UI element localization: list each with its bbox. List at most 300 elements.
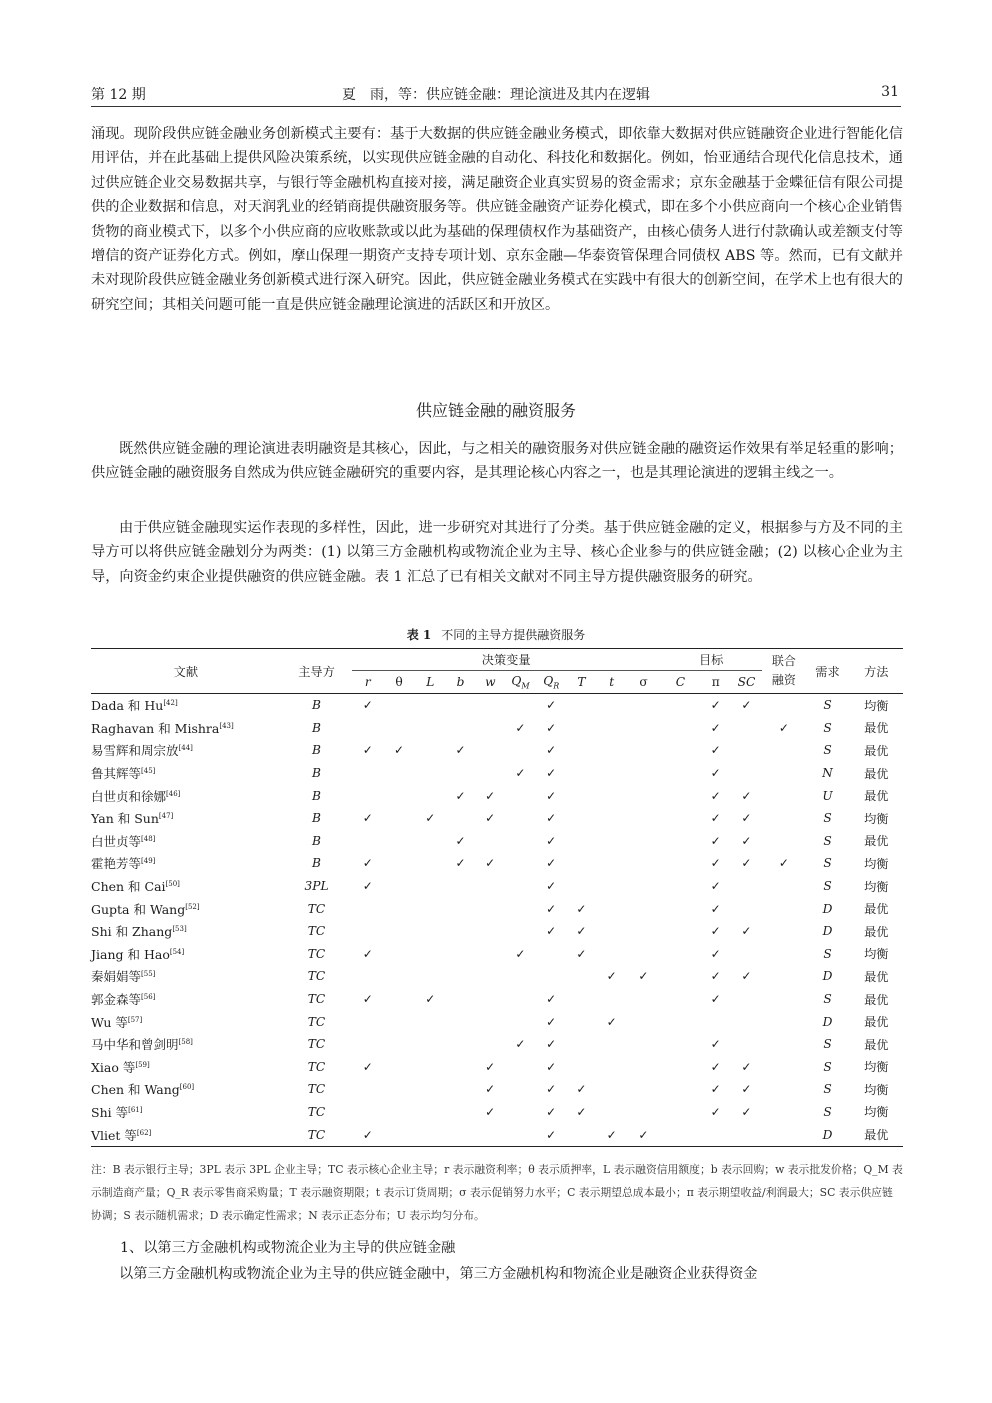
ref-name: Jiang 和 Hao bbox=[91, 946, 170, 962]
empty-cell bbox=[731, 1033, 763, 1056]
empty-cell bbox=[383, 762, 415, 785]
check-mark: ✓ bbox=[546, 1082, 557, 1097]
demand-cell: S bbox=[823, 811, 832, 826]
ref-cell bbox=[91, 807, 281, 830]
empty-cell bbox=[415, 784, 446, 807]
empty-cell bbox=[383, 1123, 415, 1146]
empty-cell bbox=[731, 943, 763, 966]
empty-cell bbox=[762, 1033, 805, 1056]
empty-cell bbox=[415, 852, 446, 875]
empty-cell bbox=[475, 1123, 505, 1146]
ref-cell bbox=[91, 965, 281, 988]
empty-cell bbox=[383, 1056, 415, 1079]
empty-cell bbox=[567, 852, 597, 875]
empty-cell bbox=[352, 1033, 383, 1056]
check-mark: ✓ bbox=[515, 946, 526, 961]
literature-table bbox=[91, 648, 903, 1147]
empty-cell bbox=[660, 897, 701, 920]
empty-cell bbox=[627, 852, 660, 875]
table-row bbox=[91, 1123, 903, 1146]
lead-cell: TC bbox=[307, 1014, 326, 1029]
check-mark: ✓ bbox=[576, 901, 587, 916]
empty-cell bbox=[660, 1033, 701, 1056]
ref-cell bbox=[91, 1010, 281, 1033]
empty-cell bbox=[660, 988, 701, 1011]
check-mark: ✓ bbox=[362, 856, 373, 871]
empty-cell bbox=[475, 988, 505, 1011]
demand-cell: D bbox=[805, 1123, 849, 1146]
check-mark: ✓ bbox=[485, 788, 496, 803]
citation: [46] bbox=[166, 789, 181, 798]
check-mark: ✓ bbox=[455, 833, 466, 848]
empty-cell bbox=[596, 852, 627, 875]
empty-cell bbox=[505, 1056, 536, 1079]
empty-cell bbox=[505, 694, 536, 717]
method-cell: 最优 bbox=[864, 924, 889, 939]
lead-cell: TC bbox=[307, 992, 326, 1007]
table-number: 表 1 bbox=[406, 628, 432, 642]
empty-cell bbox=[383, 717, 415, 740]
lead-cell: B bbox=[312, 720, 322, 735]
empty-cell bbox=[731, 1010, 763, 1033]
lead-cell: TC bbox=[307, 901, 326, 916]
method-cell: 最优 bbox=[850, 1123, 903, 1146]
check-mark: ✓ bbox=[710, 1037, 721, 1052]
ref-name: Shi 等 bbox=[91, 1104, 129, 1120]
empty-cell bbox=[505, 807, 536, 830]
empty-cell bbox=[415, 1123, 446, 1146]
empty-cell bbox=[415, 739, 446, 762]
citation: [42] bbox=[163, 699, 178, 708]
check-mark: ✓ bbox=[741, 1104, 752, 1119]
method-cell: 均衡 bbox=[864, 856, 889, 871]
ref-name: 郭金森等 bbox=[91, 992, 142, 1008]
table-row bbox=[91, 897, 903, 920]
method-cell: 均衡 bbox=[864, 1082, 889, 1097]
empty-cell bbox=[660, 852, 701, 875]
empty-cell bbox=[596, 739, 627, 762]
check-mark: ✓ bbox=[546, 1104, 557, 1119]
ref-cell bbox=[91, 1101, 281, 1124]
ref-cell bbox=[91, 988, 281, 1011]
empty-cell bbox=[415, 875, 446, 898]
citation: [47] bbox=[158, 812, 174, 821]
issue-number: 第 12 期 bbox=[91, 87, 146, 103]
check-mark: ✓ bbox=[546, 879, 557, 894]
ref-name: Dada 和 Hu bbox=[91, 698, 164, 714]
citation: [61] bbox=[128, 1105, 143, 1114]
check-mark: ✓ bbox=[352, 1123, 383, 1146]
check-mark: ✓ bbox=[710, 946, 721, 961]
check-mark: ✓ bbox=[710, 1104, 721, 1119]
check-mark: ✓ bbox=[741, 698, 752, 713]
demand-cell: D bbox=[822, 969, 833, 984]
empty-cell bbox=[627, 897, 660, 920]
table-row bbox=[91, 1033, 903, 1056]
running-title: 夏 雨，等：供应链金融：理论演进及其内在逻辑 bbox=[342, 87, 650, 103]
empty-cell bbox=[660, 739, 701, 762]
check-mark: ✓ bbox=[627, 1123, 660, 1146]
empty-cell bbox=[505, 988, 536, 1011]
empty-cell bbox=[596, 875, 627, 898]
check-mark: ✓ bbox=[710, 766, 721, 781]
empty-cell bbox=[446, 988, 476, 1011]
ref-cell bbox=[91, 920, 281, 943]
method-cell: 最优 bbox=[864, 1015, 889, 1030]
ref-cell bbox=[91, 830, 281, 853]
check-mark: ✓ bbox=[546, 1059, 557, 1074]
check-mark: ✓ bbox=[455, 856, 466, 871]
empty-cell bbox=[567, 1033, 597, 1056]
ref-cell bbox=[91, 897, 281, 920]
empty-cell bbox=[596, 717, 627, 740]
empty-cell bbox=[627, 762, 660, 785]
empty-cell bbox=[383, 1101, 415, 1124]
empty-cell bbox=[627, 830, 660, 853]
check-mark: ✓ bbox=[515, 766, 526, 781]
lead-cell: TC bbox=[307, 1059, 326, 1074]
empty-cell bbox=[446, 717, 476, 740]
empty-cell bbox=[627, 1033, 660, 1056]
empty-cell bbox=[383, 897, 415, 920]
ref-name: 霍艳芳等 bbox=[91, 856, 142, 872]
running-header bbox=[91, 84, 901, 107]
table-title: 不同的主导方提供融资服务 bbox=[441, 628, 586, 642]
header-var: r bbox=[352, 671, 383, 694]
empty-cell bbox=[762, 965, 805, 988]
check-mark: ✓ bbox=[485, 1082, 496, 1097]
empty-cell bbox=[505, 1078, 536, 1101]
check-mark: ✓ bbox=[741, 1059, 752, 1074]
empty-cell bbox=[505, 875, 536, 898]
check-mark: ✓ bbox=[710, 879, 721, 894]
body-paragraph: 以第三方金融机构或物流企业为主导的供应链金融中，第三方金融机构和物流企业是融资企业获得资金 bbox=[119, 1266, 758, 1282]
check-mark: ✓ bbox=[710, 698, 721, 713]
empty-cell bbox=[762, 1123, 805, 1146]
check-mark: ✓ bbox=[741, 924, 752, 939]
header-var: L bbox=[415, 671, 446, 694]
empty-cell bbox=[627, 717, 660, 740]
check-mark: ✓ bbox=[606, 969, 617, 984]
empty-cell bbox=[731, 739, 763, 762]
empty-cell bbox=[762, 784, 805, 807]
empty-cell bbox=[596, 830, 627, 853]
check-mark: ✓ bbox=[546, 924, 557, 939]
empty-cell bbox=[762, 1101, 805, 1124]
check-mark: ✓ bbox=[515, 720, 526, 735]
header-method: 方法 bbox=[850, 649, 903, 694]
empty-cell bbox=[475, 875, 505, 898]
empty-cell bbox=[567, 694, 597, 717]
empty-cell bbox=[475, 920, 505, 943]
empty-cell bbox=[660, 784, 701, 807]
empty-cell bbox=[352, 897, 383, 920]
method-cell: 均衡 bbox=[864, 947, 889, 962]
check-mark: ✓ bbox=[741, 811, 752, 826]
method-cell: 最优 bbox=[864, 969, 889, 984]
empty-cell bbox=[660, 1010, 701, 1033]
empty-cell bbox=[627, 739, 660, 762]
header-var: b bbox=[446, 671, 476, 694]
check-mark: ✓ bbox=[710, 856, 721, 871]
empty-cell bbox=[762, 920, 805, 943]
empty-cell bbox=[352, 1010, 383, 1033]
ref-cell bbox=[91, 1078, 281, 1101]
check-mark: ✓ bbox=[362, 811, 373, 826]
header-var: θ bbox=[383, 671, 415, 694]
method-cell: 最优 bbox=[864, 721, 889, 736]
empty-cell bbox=[762, 875, 805, 898]
citation: [50] bbox=[165, 879, 180, 888]
ref-name: 白世贞等 bbox=[91, 833, 142, 849]
lead-cell: B bbox=[312, 766, 322, 781]
header-demand: 需求 bbox=[805, 649, 849, 694]
empty-cell bbox=[415, 717, 446, 740]
empty-cell bbox=[446, 1078, 476, 1101]
demand-cell: N bbox=[822, 766, 833, 781]
ref-name: Shi 和 Zhang bbox=[91, 924, 173, 940]
empty-cell bbox=[627, 1056, 660, 1079]
check-mark: ✓ bbox=[710, 992, 721, 1007]
empty-cell bbox=[505, 1101, 536, 1124]
lead-cell: B bbox=[312, 788, 322, 803]
empty-cell bbox=[383, 784, 415, 807]
ref-cell bbox=[91, 852, 281, 875]
ref-name: Yan 和 Sun bbox=[91, 811, 159, 827]
table-row bbox=[91, 988, 903, 1011]
check-mark: ✓ bbox=[741, 1082, 752, 1097]
check-mark: ✓ bbox=[546, 720, 557, 735]
empty-cell bbox=[627, 988, 660, 1011]
header-var: T bbox=[567, 671, 597, 694]
empty-cell bbox=[446, 897, 476, 920]
ref-cell bbox=[91, 762, 281, 785]
check-mark: ✓ bbox=[485, 1104, 496, 1119]
empty-cell bbox=[627, 943, 660, 966]
table-row bbox=[91, 807, 903, 830]
check-mark: ✓ bbox=[362, 992, 373, 1007]
table-row bbox=[91, 1010, 903, 1033]
empty-cell bbox=[415, 965, 446, 988]
header-var: w bbox=[475, 671, 505, 694]
empty-cell bbox=[596, 1078, 627, 1101]
check-mark: ✓ bbox=[546, 788, 557, 803]
ref-name: 秦娟娟等 bbox=[91, 969, 142, 985]
citation: [53] bbox=[172, 925, 187, 934]
empty-cell bbox=[383, 1010, 415, 1033]
ref-name: Raghavan 和 Mishra bbox=[91, 720, 220, 736]
empty-cell bbox=[567, 807, 597, 830]
empty-cell bbox=[596, 784, 627, 807]
check-mark: ✓ bbox=[741, 788, 752, 803]
empty-cell bbox=[762, 739, 805, 762]
header-decision: 决策变量 bbox=[352, 649, 659, 671]
page-number: 31 bbox=[881, 84, 899, 100]
check-mark: ✓ bbox=[710, 788, 721, 803]
empty-cell bbox=[352, 762, 383, 785]
check-mark: ✓ bbox=[741, 856, 752, 871]
subsection-heading: 1、以第三方金融机构或物流企业为主导的供应链金融 bbox=[120, 1240, 456, 1256]
empty-cell bbox=[475, 897, 505, 920]
empty-cell bbox=[731, 988, 763, 1011]
empty-cell bbox=[567, 762, 597, 785]
check-mark: ✓ bbox=[546, 743, 557, 758]
demand-cell: D bbox=[822, 924, 833, 939]
demand-cell: S bbox=[823, 720, 832, 735]
empty-cell bbox=[446, 1056, 476, 1079]
empty-cell bbox=[762, 807, 805, 830]
empty-cell bbox=[505, 965, 536, 988]
check-mark: ✓ bbox=[485, 1059, 496, 1074]
ref-cell bbox=[91, 784, 281, 807]
demand-cell: S bbox=[823, 833, 832, 848]
check-mark: ✓ bbox=[710, 924, 721, 939]
empty-cell bbox=[415, 1078, 446, 1101]
demand-cell: S bbox=[823, 992, 832, 1007]
empty-cell bbox=[731, 875, 763, 898]
empty-cell bbox=[415, 762, 446, 785]
empty-cell bbox=[383, 920, 415, 943]
table-note: 注：B 表示银行主导；3PL 表示 3PL 企业主导；TC 表示核心企业主导；r 表示融资利率；θ 表示质押率，L 表示融资信用额度；b 表示回购；w 表示批发价格；Q_M 表示制造商产量；Q_R 表示零售商采购量；T 表示融资期限；t 表示订货周期；σ 表示促销努力水平；C 表示期望总成本最小；π 表示期望收益/利润最大；SC 表示供应链协调；S 表示随机需求；D 表示确定性需求；N 表示正态分布；U 表示均匀分布。 bbox=[91, 1163, 903, 1222]
demand-cell: S bbox=[823, 856, 832, 871]
ref-name: Gupta 和 Wang bbox=[91, 901, 186, 917]
lead-cell: TC bbox=[307, 946, 326, 961]
lead-cell: TC bbox=[307, 924, 326, 939]
empty-cell bbox=[596, 762, 627, 785]
empty-cell bbox=[660, 943, 701, 966]
ref-cell bbox=[91, 717, 281, 740]
empty-cell bbox=[352, 784, 383, 807]
check-mark: ✓ bbox=[741, 833, 752, 848]
empty-cell bbox=[627, 807, 660, 830]
table-row bbox=[91, 784, 903, 807]
empty-cell bbox=[415, 694, 446, 717]
ref-name: 鲁其辉等 bbox=[91, 766, 142, 782]
empty-cell bbox=[627, 784, 660, 807]
empty-cell bbox=[352, 1101, 383, 1124]
table-row bbox=[91, 852, 903, 875]
empty-cell bbox=[446, 1033, 476, 1056]
citation: [44] bbox=[178, 744, 193, 753]
empty-cell bbox=[596, 807, 627, 830]
empty-cell bbox=[596, 988, 627, 1011]
empty-cell bbox=[762, 694, 805, 717]
table-row bbox=[91, 1101, 903, 1124]
table-row bbox=[91, 739, 903, 762]
demand-cell: S bbox=[823, 1059, 832, 1074]
lead-cell: B bbox=[312, 856, 322, 871]
empty-cell bbox=[505, 920, 536, 943]
ref-name: Xiao 等 bbox=[91, 1059, 136, 1075]
header-var: σ bbox=[627, 671, 660, 694]
empty-cell bbox=[660, 762, 701, 785]
method-cell: 最优 bbox=[864, 1037, 889, 1052]
empty-cell bbox=[596, 943, 627, 966]
empty-cell bbox=[475, 943, 505, 966]
citation: [52] bbox=[185, 902, 200, 911]
empty-cell bbox=[627, 875, 660, 898]
table-row bbox=[91, 965, 903, 988]
check-mark: ✓ bbox=[425, 992, 436, 1007]
empty-cell bbox=[627, 1078, 660, 1101]
empty-cell bbox=[475, 762, 505, 785]
empty-cell bbox=[660, 1078, 701, 1101]
empty-cell bbox=[383, 852, 415, 875]
empty-cell bbox=[660, 1101, 701, 1124]
check-mark: ✓ bbox=[362, 879, 373, 894]
empty-cell bbox=[596, 1033, 627, 1056]
lead-cell: TC bbox=[281, 1123, 353, 1146]
citation: [55] bbox=[141, 970, 156, 979]
citation: [56] bbox=[141, 992, 156, 1001]
empty-cell bbox=[701, 1123, 731, 1146]
empty-cell bbox=[446, 1010, 476, 1033]
ref-cell bbox=[91, 1056, 281, 1079]
method-cell: 均衡 bbox=[864, 879, 889, 894]
demand-cell: U bbox=[822, 788, 833, 803]
empty-cell bbox=[567, 875, 597, 898]
header-var: π bbox=[701, 671, 731, 694]
lead-cell: TC bbox=[307, 1104, 326, 1119]
check-mark: ✓ bbox=[576, 946, 587, 961]
body-paragraph: 涌现。现阶段供应链金融业务创新模式主要有：基于大数据的供应链金融业务模式，即依靠大数据对供应链融资企业进行智能化信用评估，并在此基础上提供风险决策系统，以实现供应链金融的自动化、科技化和数据化。例如，怡亚通结合现代化信息技术，通过供应链企业交易数据共享，与银行等金融机构直接对接，满足融资企业真实贸易的资金需求；京东金融基于金蝶征信有限公司提供的企业数据和信息，对天润乳业的经销商提供融资服务等。供应链金融资产证券化模式，即在多个小供应商向一个核心企业销售货物的商业模式下，以多个小供应商的应收账款或以此为基础的保理债权作为基础资产，由核心债务人进行付款确认或差额支付等增信的资产证券化方式。例如，摩山保理一期资产支持专项计划、京东金融—华泰资管保理合同债权 ABS 等。然而，已有文献并未对现阶段供应链金融业务创新模式进行深入研究。因此，供应链金融业务模式在实践中有很大的创新空间，在学术上也有很大的研究空间；其相关问题可能一直是供应链金融理论演进的活跃区和开放区。 bbox=[91, 126, 903, 313]
empty-cell bbox=[660, 875, 701, 898]
section-title: 供应链金融的融资服务 bbox=[415, 401, 576, 420]
empty-cell bbox=[383, 694, 415, 717]
lead-cell: B bbox=[312, 811, 322, 826]
empty-cell bbox=[567, 1123, 597, 1146]
empty-cell bbox=[567, 830, 597, 853]
empty-cell bbox=[475, 1033, 505, 1056]
method-cell: 最优 bbox=[864, 902, 889, 917]
citation: [62] bbox=[136, 1128, 152, 1137]
lead-cell: B bbox=[312, 833, 322, 848]
header-var: C bbox=[660, 671, 701, 694]
header-var: $Q_R$ bbox=[536, 671, 567, 694]
demand-cell: D bbox=[822, 1014, 833, 1029]
table-row bbox=[91, 762, 903, 785]
demand-cell: S bbox=[823, 1082, 832, 1097]
check-mark: ✓ bbox=[485, 811, 496, 826]
empty-cell bbox=[567, 1010, 597, 1033]
empty-cell bbox=[383, 875, 415, 898]
empty-cell bbox=[660, 920, 701, 943]
empty-cell bbox=[475, 717, 505, 740]
empty-cell bbox=[383, 1078, 415, 1101]
empty-cell bbox=[475, 965, 505, 988]
empty-cell bbox=[627, 1101, 660, 1124]
empty-cell bbox=[383, 965, 415, 988]
check-mark: ✓ bbox=[741, 969, 752, 984]
ref-name: Vliet 等 bbox=[91, 1127, 137, 1143]
check-mark: ✓ bbox=[546, 856, 557, 871]
empty-cell bbox=[567, 965, 597, 988]
check-mark: ✓ bbox=[546, 811, 557, 826]
ref-name: Chen 和 Wang bbox=[91, 1082, 180, 1098]
check-mark: ✓ bbox=[393, 743, 405, 758]
empty-cell bbox=[415, 830, 446, 853]
body-paragraph: 由于供应链金融现实运作表现的多样性，因此，进一步研究对其进行了分类。基于供应链金融的定义，根据参与方及不同的主导方可以将供应链金融划分为两类：(1) 以第三方金融机构或物流企业为主导、核心企业参与的供应链金融；(2) 以核心企业为主导，向资金约束企业提供融资的供应链金融。表 1 汇总了已有相关文献对不同主导方提供融资服务的研究。 bbox=[91, 520, 903, 585]
empty-cell bbox=[762, 897, 805, 920]
empty-cell bbox=[352, 1078, 383, 1101]
empty-cell bbox=[731, 762, 763, 785]
citation: [60] bbox=[179, 1083, 195, 1092]
empty-cell bbox=[505, 739, 536, 762]
empty-cell bbox=[475, 694, 505, 717]
citation: [54] bbox=[169, 947, 185, 956]
check-mark: ✓ bbox=[455, 788, 466, 803]
empty-cell bbox=[446, 875, 476, 898]
